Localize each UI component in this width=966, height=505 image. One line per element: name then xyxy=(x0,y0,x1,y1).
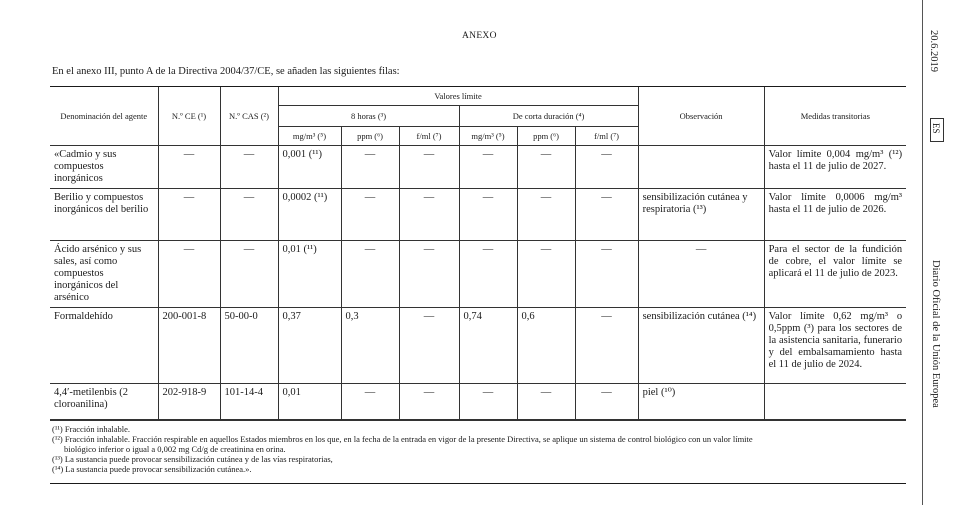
cell-ce: 202-918-9 xyxy=(158,384,220,420)
cell-fml-short: — xyxy=(575,189,638,241)
limit-values-table xyxy=(50,87,906,420)
language-code: ES xyxy=(931,123,941,134)
footnote: (¹²) Fracción inhalable. Fracción respirable en aquellos Estados miembros en los que, en la fecha de la entrada en vigor de la presente Directiva, se aplique un sistema de control biológico con un valor límite xyxy=(52,434,753,444)
cell-transitional xyxy=(764,384,906,420)
header-ppm-8h: ppm (⁶) xyxy=(341,127,399,146)
header-mg-short: mg/m³ (⁵) xyxy=(459,127,517,146)
header-cas: N.º CAS (²) xyxy=(220,87,278,146)
table-row xyxy=(50,308,906,384)
footnote-rule xyxy=(50,420,906,421)
table-row xyxy=(50,146,906,189)
header-fml-short: f/ml (⁷) xyxy=(575,127,638,146)
cell-fml-short: — xyxy=(575,146,638,189)
cell-transitional: Valor límite 0,0006 mg/m³ hasta el 11 de julio de 2026. xyxy=(764,189,906,241)
cell-ce: 200-001-8 xyxy=(158,308,220,384)
cell-mg-8h: 0,01 xyxy=(278,384,341,420)
header-ppm-short: ppm (⁶) xyxy=(517,127,575,146)
footnote: (¹⁴) La sustancia puede provocar sensibilización cutánea.». xyxy=(52,464,252,474)
cell-ppm-8h: — xyxy=(341,146,399,189)
cell-mg-8h: 0,37 xyxy=(278,308,341,384)
cell-agent: Ácido arsénico y sus sales, así como compuestos inorgánicos del arsénico xyxy=(50,241,158,308)
cell-ppm-8h: 0,3 xyxy=(341,308,399,384)
cell-cas: — xyxy=(220,189,278,241)
cell-fml-8h: — xyxy=(399,308,459,384)
header-fml-8h: f/ml (⁷) xyxy=(399,127,459,146)
cell-cas: — xyxy=(220,146,278,189)
cell-cas: 50-00-0 xyxy=(220,308,278,384)
header-limit-values: Valores límite xyxy=(278,87,638,106)
cell-ce: — xyxy=(158,146,220,189)
cell-fml-8h: — xyxy=(399,189,459,241)
cell-observation: — xyxy=(638,241,764,308)
publication-date: 20.6.2019 xyxy=(928,30,939,72)
header-observation: Observación xyxy=(638,87,764,146)
cell-mg-short: — xyxy=(459,189,517,241)
table-row xyxy=(50,384,906,420)
header-agent: Denominación del agente xyxy=(50,87,158,146)
cell-ppm-8h: — xyxy=(341,384,399,420)
cell-agent: Berilio y compuestos inorgánicos del berilio xyxy=(50,189,158,241)
cell-fml-8h: — xyxy=(399,146,459,189)
side-date xyxy=(916,24,966,84)
footnote: (¹¹) Fracción inhalable. xyxy=(52,424,131,434)
cell-ppm-short: — xyxy=(517,384,575,420)
cell-cas: — xyxy=(220,241,278,308)
cell-ppm-short: 0,6 xyxy=(517,308,575,384)
language-box xyxy=(930,118,944,142)
journal-name: Diario Oficial de la Unión Europea xyxy=(930,260,941,408)
cell-mg-short: — xyxy=(459,241,517,308)
cell-observation xyxy=(638,146,764,189)
cell-transitional: Valor límite 0,004 mg/m³ (¹²) hasta el 11 de julio de 2027. xyxy=(764,146,906,189)
cell-agent: «Cadmio y sus compuestos inorgánicos xyxy=(50,146,158,189)
cell-mg-8h: 0,0002 (¹¹) xyxy=(278,189,341,241)
footnotes xyxy=(52,424,908,474)
cell-ce: — xyxy=(158,241,220,308)
cell-ce: — xyxy=(158,189,220,241)
footnote: (¹³) La sustancia puede provocar sensibilización cutánea y de las vías respiratorias, xyxy=(52,454,333,464)
cell-fml-short: — xyxy=(575,308,638,384)
table-row xyxy=(50,189,906,241)
cell-cas: 101-14-4 xyxy=(220,384,278,420)
cell-fml-8h: — xyxy=(399,384,459,420)
cell-ppm-8h: — xyxy=(341,189,399,241)
header-mg-8h: mg/m³ (⁵) xyxy=(278,127,341,146)
cell-mg-8h: 0,01 (¹¹) xyxy=(278,241,341,308)
header-transitional: Medidas transitorias xyxy=(764,87,906,146)
cell-mg-short: — xyxy=(459,146,517,189)
header-ce: N.º CE (¹) xyxy=(158,87,220,146)
bottom-rule xyxy=(50,483,906,484)
cell-mg-short: 0,74 xyxy=(459,308,517,384)
cell-ppm-short: — xyxy=(517,241,575,308)
cell-ppm-short: — xyxy=(517,189,575,241)
cell-ppm-8h: — xyxy=(341,241,399,308)
cell-transitional: Valor límite 0,62 mg/m³ o 0,5ppm (³) para los sectores de la asistencia sanitaria, funerario y del embalsamamiento hasta el 11 de julio de 2024. xyxy=(764,308,906,384)
cell-agent: Formaldehído xyxy=(50,308,158,384)
cell-transitional: Para el sector de la fundición de cobre, el valor límite se aplicará el 11 de julio de 2023. xyxy=(764,241,906,308)
cell-mg-short: — xyxy=(459,384,517,420)
cell-observation: sensibilización cutánea (¹⁴) xyxy=(638,308,764,384)
cell-mg-8h: 0,001 (¹¹) xyxy=(278,146,341,189)
cell-fml-short: — xyxy=(575,384,638,420)
header-8-hours: 8 horas (³) xyxy=(278,106,459,127)
annex-title: ANEXO xyxy=(462,31,497,41)
header-short-term: De corta duración (⁴) xyxy=(459,106,638,127)
cell-observation: sensibilización cutánea y respiratoria (¹³) xyxy=(638,189,764,241)
footnote: biológico inferior o igual a 0,002 mg Cd/g de creatinina en orina. xyxy=(64,444,286,454)
cell-agent: 4,4′-metilenbis (2 cloroanilina) xyxy=(50,384,158,420)
cell-ppm-short: — xyxy=(517,146,575,189)
intro-text: En el anexo III, punto A de la Directiva 2004/37/CE, se añaden las siguientes filas: xyxy=(52,66,400,77)
cell-fml-short: — xyxy=(575,241,638,308)
cell-fml-8h: — xyxy=(399,241,459,308)
cell-observation: piel (¹⁰) xyxy=(638,384,764,420)
table-row xyxy=(50,241,906,308)
